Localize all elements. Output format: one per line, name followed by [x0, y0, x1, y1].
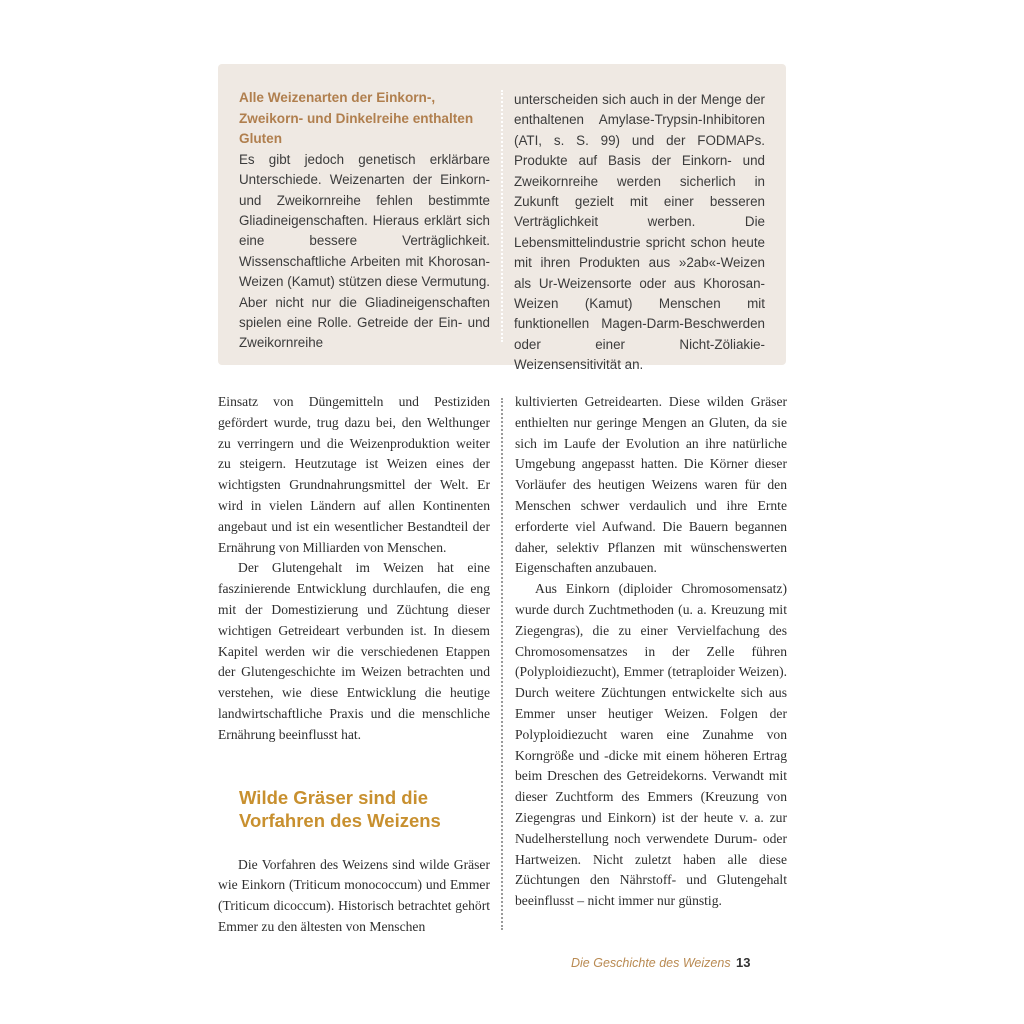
- column-divider: [501, 398, 503, 930]
- right-paragraph-2: Aus Einkorn (diploider Chromosomensatz) wurde durch Zuchtmethoden (u. a. Kreuzung mit Ziegengras), die zu einer Vervielfachung des Chromosomensatzes in der Zelle führen (Polyploidiezucht), Emmer (tetraploider Weizen). Durch weitere Züchtungen entwickelte sich aus Emmer unser heutiger Weizen. Folgen der Polyploidiezucht waren eine Zunahme von Korngröße und -dicke mit einem höheren Ertrag beim Dreschen des Getreidekorns. Verwandt mit dieser Zuchtform des Emmers (Kreuzung von Ziegengras und Einkorn) ist der heute v. a. zur Nudelherstellung noch verwendete Durum- oder Hartweizen. Nicht zuletzt haben alle diese Züchtungen den Nährstoff- und Glutengehalt beeinflusst – nicht immer nur günstig.: [515, 581, 787, 909]
- info-box-right-column: [514, 90, 765, 376]
- left-paragraph-2: Der Glutengehalt im Weizen hat eine faszinierende Entwicklung durchlaufen, die eng mit der Domestizierung und Züchtung dieser wichtigen Getreideart verbunden ist. In diesem Kapitel werden wir die verschiedenen Etappen der Glutengeschichte im Weizen betrachten und verstehen, wie diese Entwicklung die heutige landwirtschaftliche Praxis und die menschliche Ernährung beeinflusst hat.: [218, 560, 490, 742]
- right-text-column: [515, 392, 787, 912]
- info-box-left-column: [239, 88, 490, 354]
- right-paragraph-1: kultivierten Getreidearten. Diese wilden Gräser enthielten nur geringe Mengen an Gluten, da sie sich im Laufe der Evolution an ihre natürliche Umgebung angepasst hatten. Die Körner dieser Vorläufer des heutigen Weizens waren für den Menschen schwer verdaulich und ihre Ernte erforderte viel Aufwand. Die Bauern begannen daher, selektiv Pflanzen mit wünschenswerten Eigenschaften anzubauen.: [515, 394, 787, 576]
- info-box-left-text: Es gibt jedoch genetisch erklärbare Unterschiede. Weizenarten der Einkorn- und Zweikornreihe fehlen bestimmte Gliadineigenschaften. Hieraus erklärt sich eine bessere Verträglichkeit. Wissenschaftliche Arbeiten mit Khorosan-Weizen (Kamut) stützen diese Vermutung. Aber nicht nur die Gliadineigenschaften spielen eine Rolle. Getreide der Ein- und Zweikornreihe: [239, 151, 490, 351]
- left-text-column: [218, 392, 490, 938]
- page-number: 13: [736, 955, 751, 970]
- info-box-divider: [501, 90, 503, 342]
- left-paragraph-1: Einsatz von Düngemitteln und Pestiziden gefördert wurde, trug dazu bei, den Welthunger zu verringern und die Weizenproduktion weiter zu steigern. Heutzutage ist Weizen eines der wichtigsten Grundnahrungsmittel der Welt. Er wird in vielen Ländern auf allen Kontinenten angebaut und ist ein wesentlicher Bestandteil der Ernährung von Milliarden von Menschen.: [218, 394, 490, 555]
- left-paragraph-3: Die Vorfahren des Weizens sind wilde Gräser wie Einkorn (Triticum monococcum) und Emmer (Triticum dicoccum). Historisch betrachtet gehört Emmer zu den ältesten von Menschen: [218, 856, 490, 934]
- info-box-right-text: unterscheiden sich auch in der Menge der enthaltenen Amylase-Trypsin-Inhibitoren (ATI, s. S. 99) und der FODMAPs. Produkte auf Basis der Einkorn- und Zweikornreihe werden sicherlich in Zukunft gezielt mit einer besseren Verträglichkeit werben. Die Lebensmittelindustrie spricht schon heute mit ihren Produkten aus »2ab«-Weizen als Ur-Weizensorte oder aus Khorosan-Weizen (Kamut) Menschen mit funktionellen Magen-Darm-Beschwerden oder einer Nicht-Zöliakie-Weizensensitivität an.: [514, 92, 765, 373]
- section-heading: Wilde Gräser sind die Vorfahren des Weizens: [239, 786, 441, 831]
- info-box-heading: Alle Weizenarten der Einkorn-, Zweikorn- und Dinkelreihe enthalten Gluten: [239, 90, 474, 147]
- running-title: Die Geschichte des Weizens: [571, 956, 731, 970]
